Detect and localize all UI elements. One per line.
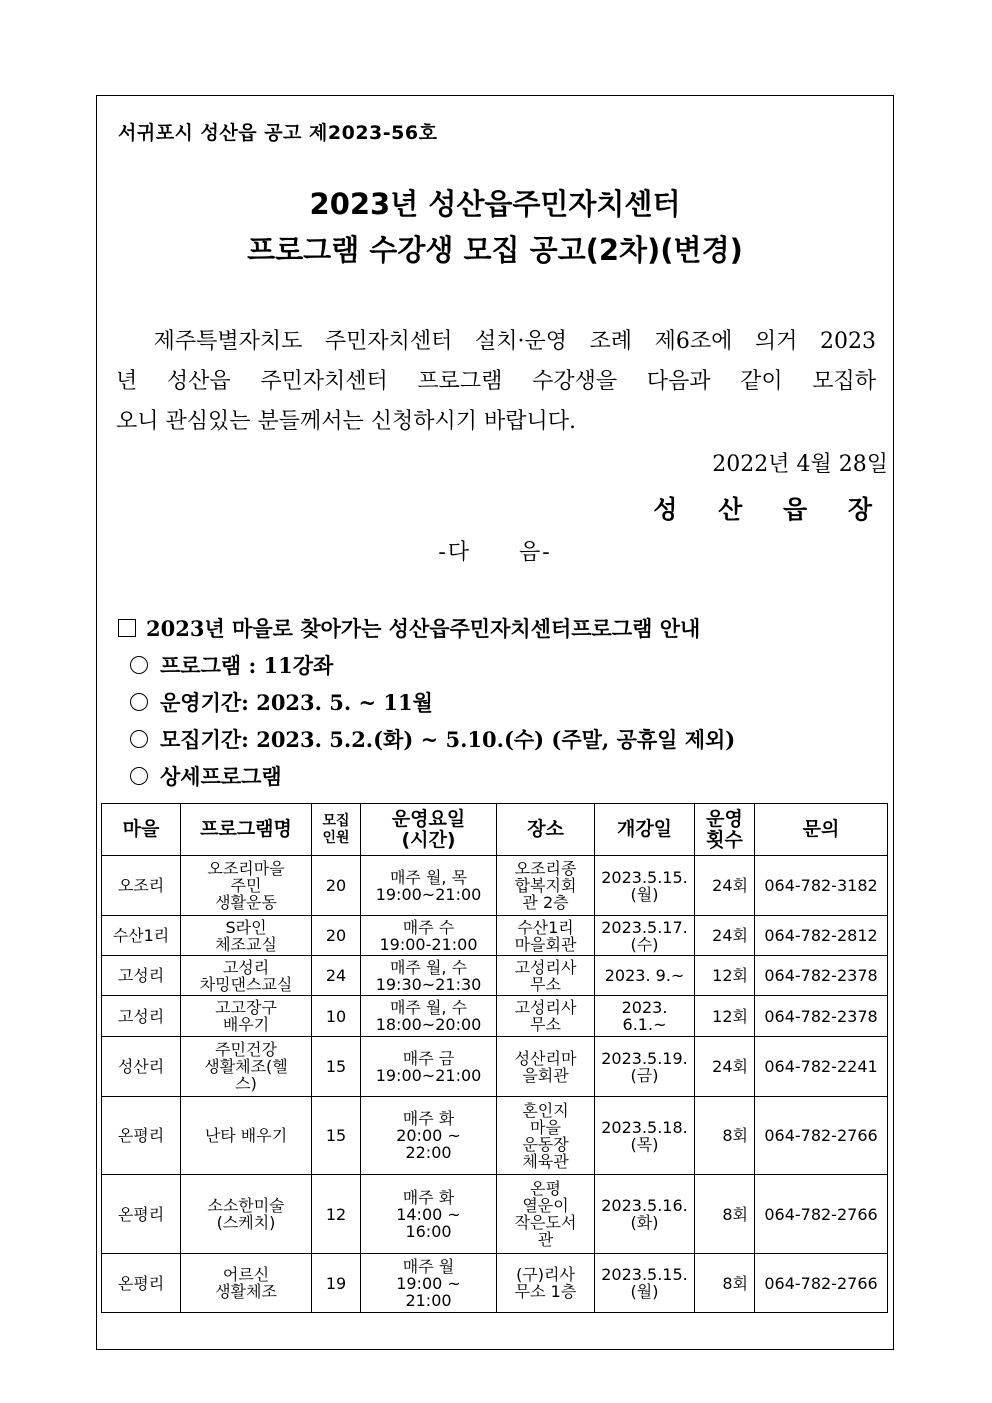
cell-schedule: 매주 월, 목 19:00~21:00 bbox=[361, 856, 497, 916]
cell-schedule: 매주 화 20:00 ~ 22:00 bbox=[361, 1097, 497, 1175]
cell-capacity: 15 bbox=[312, 1097, 361, 1175]
cell-capacity: 24 bbox=[312, 956, 361, 996]
table-row bbox=[102, 856, 888, 916]
cell-village: 온평리 bbox=[102, 1175, 181, 1254]
header-schedule: 운영요일 (시간) bbox=[361, 804, 497, 856]
cell-program: 고성리 차밍댄스교실 bbox=[181, 956, 312, 996]
cell-place: 고성리사 무소 bbox=[497, 956, 595, 996]
cell-place: 오조리종 합복지회 관 2층 bbox=[497, 856, 595, 916]
cell-count: 24회 bbox=[695, 916, 755, 956]
cell-contact: 064-782-2378 bbox=[755, 996, 888, 1037]
bullet-program-text: 프로그램 : 11강좌 bbox=[160, 653, 334, 678]
cell-contact: 064-782-2378 bbox=[755, 956, 888, 996]
cell-program: S라인 체조교실 bbox=[181, 916, 312, 956]
header-count: 운영 횟수 bbox=[695, 804, 755, 856]
cell-program: 오조리마을 주민 생활운동 bbox=[181, 856, 312, 916]
cell-schedule: 매주 월 19:00 ~ 21:00 bbox=[361, 1254, 497, 1313]
cell-village: 성산리 bbox=[102, 1037, 181, 1097]
daeum-heading: -다 음- bbox=[438, 540, 552, 565]
cell-count: 12회 bbox=[695, 996, 755, 1037]
cell-count: 8회 bbox=[695, 1254, 755, 1313]
cell-contact: 064-782-3182 bbox=[755, 856, 888, 916]
bullet-detail-text: 상세프로그램 bbox=[160, 764, 282, 789]
body-line-1: 제주특별자치도 주민자치센터 설치·운영 조례 제6조에 의거 2023 bbox=[116, 329, 876, 354]
title-line-1: 2023년 성산읍주민자치센터 bbox=[309, 187, 681, 221]
cell-count: 12회 bbox=[695, 956, 755, 996]
notice-date: 2022년 4월 28일 bbox=[712, 452, 888, 477]
bullet-period bbox=[130, 687, 433, 717]
cell-place: 온평 열운이 작은도서 관 bbox=[497, 1175, 595, 1254]
cell-start: 2023.5.15. (월) bbox=[595, 856, 695, 916]
cell-place: 성산리마 을회관 bbox=[497, 1037, 595, 1097]
table-row bbox=[102, 1175, 888, 1254]
cell-count: 24회 bbox=[695, 1037, 755, 1097]
title-line-2: 프로그램 수강생 모집 공고(2차)(변경) bbox=[247, 233, 743, 267]
program-table bbox=[101, 803, 888, 1313]
section-heading bbox=[118, 613, 700, 643]
cell-capacity: 20 bbox=[312, 916, 361, 956]
header-contact: 문의 bbox=[755, 804, 888, 856]
cell-program: 소소한미술 (스케치) bbox=[181, 1175, 312, 1254]
cell-start: 2023. 6.1.~ bbox=[595, 996, 695, 1037]
circle-bullet-icon bbox=[130, 693, 148, 711]
cell-village: 고성리 bbox=[102, 996, 181, 1037]
cell-contact: 064-782-2766 bbox=[755, 1175, 888, 1254]
cell-start: 2023.5.15. (월) bbox=[595, 1254, 695, 1313]
table-row bbox=[102, 956, 888, 996]
cell-capacity: 19 bbox=[312, 1254, 361, 1313]
cell-count: 8회 bbox=[695, 1175, 755, 1254]
cell-start: 2023.5.19. (금) bbox=[595, 1037, 695, 1097]
header-program: 프로그램명 bbox=[181, 804, 312, 856]
bullet-program bbox=[130, 650, 333, 680]
notice-body bbox=[116, 322, 876, 442]
cell-village: 수산1리 bbox=[102, 916, 181, 956]
cell-place: (구)리사 무소 1층 bbox=[497, 1254, 595, 1313]
cell-count: 24회 bbox=[695, 856, 755, 916]
cell-contact: 064-782-2766 bbox=[755, 1254, 888, 1313]
cell-program: 주민건강 생활체조(헬 스) bbox=[181, 1037, 312, 1097]
table-row bbox=[102, 1254, 888, 1313]
cell-start: 2023.5.17. (수) bbox=[595, 916, 695, 956]
cell-contact: 064-782-2812 bbox=[755, 916, 888, 956]
cell-program: 고고장구 배우기 bbox=[181, 996, 312, 1037]
square-bullet-icon bbox=[118, 619, 136, 637]
body-line-2: 년 성산읍 주민자치센터 프로그램 수강생을 다음과 같이 모집하 bbox=[116, 369, 876, 394]
cell-program: 난타 배우기 bbox=[181, 1097, 312, 1175]
bullet-recruit-text: 모집기간: 2023. 5.2.(화) ~ 5.10.(수) (주말, 공휴일 제외) bbox=[160, 727, 736, 752]
body-line-3: 오니 관심있는 분들께서는 신청하시기 바랍니다. bbox=[116, 409, 577, 434]
cell-place: 혼인지 마을 운동장 체육관 bbox=[497, 1097, 595, 1175]
table-row bbox=[102, 996, 888, 1037]
cell-start: 2023. 9.~ bbox=[595, 956, 695, 996]
table-header-row bbox=[102, 804, 888, 856]
table-row bbox=[102, 1037, 888, 1097]
circle-bullet-icon bbox=[130, 656, 148, 674]
cell-schedule: 매주 수 19:00-21:00 bbox=[361, 916, 497, 956]
cell-schedule: 매주 월, 수 18:00~20:00 bbox=[361, 996, 497, 1037]
cell-contact: 064-782-2766 bbox=[755, 1097, 888, 1175]
cell-village: 고성리 bbox=[102, 956, 181, 996]
cell-place: 고성리사 무소 bbox=[497, 996, 595, 1037]
cell-contact: 064-782-2241 bbox=[755, 1037, 888, 1097]
bullet-recruit bbox=[130, 724, 735, 754]
header-start: 개강일 bbox=[595, 804, 695, 856]
cell-program: 어르신 생활체조 bbox=[181, 1254, 312, 1313]
header-capacity: 모집 인원 bbox=[312, 804, 361, 856]
cell-village: 온평리 bbox=[102, 1254, 181, 1313]
circle-bullet-icon bbox=[130, 730, 148, 748]
header-village: 마을 bbox=[102, 804, 181, 856]
cell-start: 2023.5.18. (목) bbox=[595, 1097, 695, 1175]
cell-count: 8회 bbox=[695, 1097, 755, 1175]
cell-village: 오조리 bbox=[102, 856, 181, 916]
section-heading-text: 2023년 마을로 찾아가는 성산읍주민자치센터프로그램 안내 bbox=[146, 616, 701, 641]
cell-capacity: 12 bbox=[312, 1175, 361, 1254]
notice-number: 서귀포시 성산읍 공고 제2023-56호 bbox=[118, 122, 438, 144]
bullet-detail bbox=[130, 761, 282, 791]
circle-bullet-icon bbox=[130, 767, 148, 785]
table-row bbox=[102, 1097, 888, 1175]
cell-start: 2023.5.16. (화) bbox=[595, 1175, 695, 1254]
signer: 성 산 읍 장 bbox=[653, 495, 888, 524]
cell-capacity: 10 bbox=[312, 996, 361, 1037]
cell-schedule: 매주 금 19:00~21:00 bbox=[361, 1037, 497, 1097]
table-row bbox=[102, 916, 888, 956]
cell-schedule: 매주 화 14:00 ~ 16:00 bbox=[361, 1175, 497, 1254]
cell-schedule: 매주 월, 수 19:30~21:30 bbox=[361, 956, 497, 996]
cell-capacity: 20 bbox=[312, 856, 361, 916]
cell-capacity: 15 bbox=[312, 1037, 361, 1097]
bullet-period-text: 운영기간: 2023. 5. ~ 11월 bbox=[160, 690, 433, 715]
cell-village: 온평리 bbox=[102, 1097, 181, 1175]
header-place: 장소 bbox=[497, 804, 595, 856]
cell-place: 수산1리 마을회관 bbox=[497, 916, 595, 956]
